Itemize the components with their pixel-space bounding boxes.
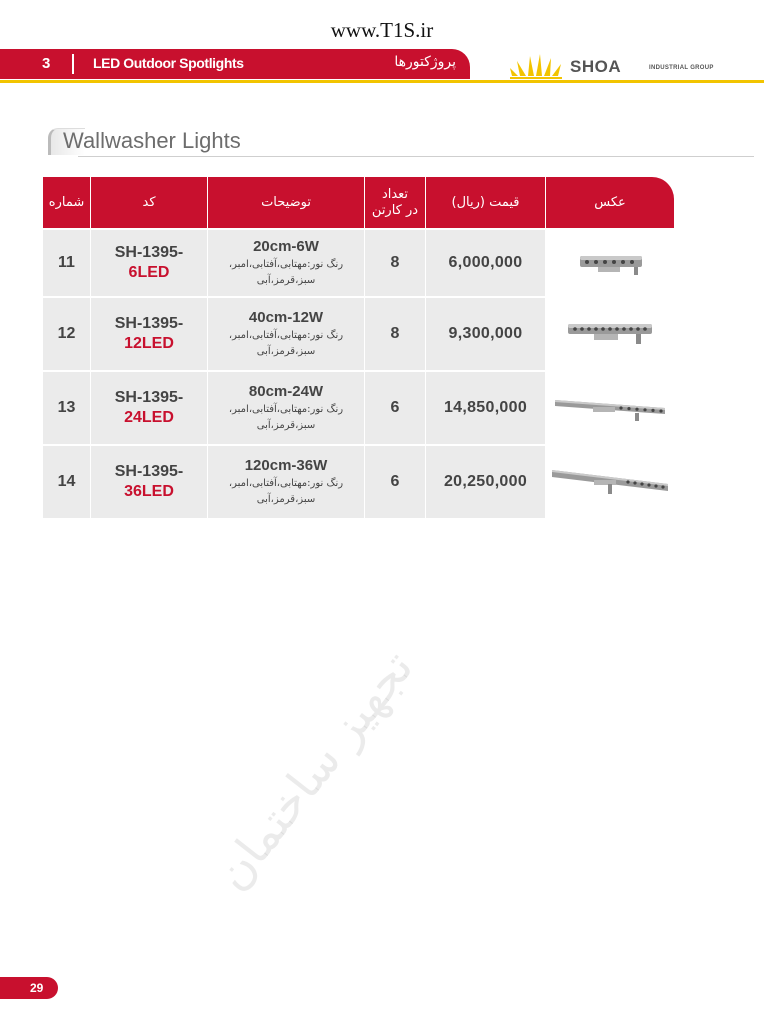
- chapter-number: 3: [42, 55, 51, 72]
- colors-line2: سبز،قرمز،آبی: [256, 345, 316, 357]
- qty: 6: [390, 473, 400, 490]
- header-separator: [72, 54, 74, 74]
- row-number-cell: [43, 372, 91, 444]
- brand-name: SHOA: [570, 57, 622, 76]
- price: 6,000,000: [448, 254, 523, 271]
- section-title-fa: پروژکتورها: [394, 54, 456, 70]
- row-price-cell: [426, 230, 546, 296]
- colors-line1: رنگ نور:مهتابی،آفتابی،امبر،: [228, 329, 344, 341]
- spec: 20cm-6W: [253, 238, 319, 256]
- footer-page-number: 29: [0, 977, 58, 999]
- code-suffix: 36LED: [124, 483, 174, 500]
- header-description: توضیحات: [208, 177, 365, 228]
- row-code-cell: [91, 230, 208, 296]
- colors-line2: سبز،قرمز،آبی: [256, 493, 316, 505]
- row-qty-cell: [365, 372, 426, 444]
- section-heading-wrap: [48, 126, 754, 160]
- row-price-cell: [426, 372, 546, 444]
- colors-line1: رنگ نور:مهتابی،آفتابی،امبر،: [228, 258, 344, 270]
- header-qty-line2: در کارتن: [371, 202, 419, 218]
- row-price-cell: [426, 298, 546, 370]
- heading-rule: [78, 156, 754, 157]
- table-row: [43, 372, 674, 444]
- row-number: 14: [57, 473, 76, 490]
- code-suffix: 12LED: [124, 335, 174, 352]
- row-description-cell: [208, 446, 365, 518]
- table-row: [43, 230, 674, 296]
- row-photo-cell: [546, 298, 674, 370]
- spec: 40cm-12W: [248, 309, 324, 327]
- header-code: کد: [91, 177, 208, 228]
- qty: 8: [390, 254, 400, 271]
- row-number-cell: [43, 298, 91, 370]
- watermark-text: تجهیز ساختمان: [204, 640, 424, 900]
- code-suffix: 6LED: [128, 264, 170, 281]
- header-qty-line1: تعداد: [381, 186, 409, 202]
- qty: 6: [390, 399, 400, 416]
- wallwasher-light-image: [570, 246, 650, 280]
- code-prefix: SH-1395-: [114, 315, 184, 332]
- spec: 120cm-36W: [244, 457, 328, 475]
- row-photo-cell: [546, 230, 674, 296]
- row-qty-cell: [365, 230, 426, 296]
- price: 20,250,000: [443, 473, 528, 490]
- price-table: [43, 177, 674, 519]
- row-qty-cell: [365, 446, 426, 518]
- colors-line1: رنگ نور:مهتابی،آفتابی،امبر،: [228, 477, 344, 489]
- price: 14,850,000: [443, 399, 528, 416]
- section-heading: Wallwasher Lights: [63, 128, 241, 153]
- wallwasher-light-image: [560, 314, 660, 354]
- header-qty: [365, 177, 426, 228]
- row-code-cell: [91, 446, 208, 518]
- wallwasher-light-image: [548, 462, 672, 502]
- price: 9,300,000: [448, 325, 523, 342]
- row-number: 13: [57, 399, 76, 416]
- colors-line2: سبز،قرمز،آبی: [256, 274, 316, 286]
- code-prefix: SH-1395-: [114, 463, 184, 480]
- row-code-cell: [91, 298, 208, 370]
- qty: 8: [390, 325, 400, 342]
- header-number: شماره: [43, 177, 91, 228]
- row-number-cell: [43, 230, 91, 296]
- table-row: [43, 446, 674, 518]
- colors-line1: رنگ نور:مهتابی،آفتابی،امبر،: [228, 403, 344, 415]
- code-prefix: SH-1395-: [114, 389, 184, 406]
- row-number: 12: [57, 325, 76, 342]
- row-description-cell: [208, 372, 365, 444]
- row-description-cell: [208, 230, 365, 296]
- row-code-cell: [91, 372, 208, 444]
- code-suffix: 24LED: [124, 409, 174, 426]
- header-photo: عکس: [546, 177, 674, 228]
- header-bar: [0, 49, 470, 79]
- section-title: LED Outdoor Spotlights: [93, 55, 244, 71]
- brand-subtitle: INDUSTRIAL GROUP: [649, 65, 714, 71]
- row-photo-cell: [546, 372, 674, 444]
- row-price-cell: [426, 446, 546, 518]
- table-row: [43, 298, 674, 370]
- row-photo-cell: [546, 446, 674, 518]
- brand-logo: [508, 52, 738, 82]
- site-url: www.T1S.ir: [330, 18, 434, 42]
- row-number: 11: [58, 254, 75, 271]
- wallwasher-light-image: [551, 390, 669, 426]
- colors-line2: سبز،قرمز،آبی: [256, 419, 316, 431]
- row-number-cell: [43, 446, 91, 518]
- header-price: قیمت (ریال): [426, 177, 546, 228]
- sun-rays-icon: [508, 52, 568, 80]
- spec: 80cm-24W: [248, 383, 324, 401]
- row-qty-cell: [365, 298, 426, 370]
- row-description-cell: [208, 298, 365, 370]
- code-prefix: SH-1395-: [114, 244, 184, 261]
